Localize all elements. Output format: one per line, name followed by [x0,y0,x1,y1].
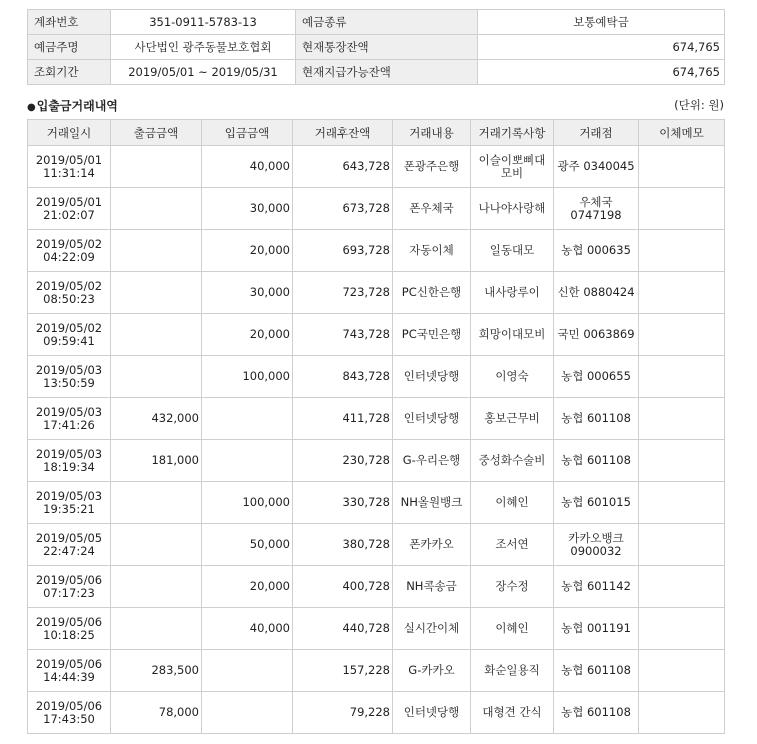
cell-date: 2019/05/06 [35,614,103,629]
cell-branch: 농협 601108 [554,440,639,482]
table-row [28,566,725,608]
account-info-row [28,60,725,85]
cell-content: G-우리은행 [393,440,471,482]
section-title-text: 입출금거래내역 [36,99,118,113]
cell-branch: 농협 601108 [554,650,639,692]
cell-memo [639,356,725,398]
table-row [28,692,725,734]
cell-record: 조서연 [471,524,554,566]
current-balance-value: 674,765 [478,35,725,60]
cell-branch: 농협 601015 [554,482,639,524]
cell-withdrawal [111,482,202,524]
cell-record: 화순일용직 [471,650,554,692]
cell-record: 이혜인 [471,482,554,524]
cell-branch: 국민 0063869 [554,314,639,356]
cell-content: 인터넷당행 [393,356,471,398]
period-value: 2019/05/01 ~ 2019/05/31 [111,60,296,85]
cell-balance: 330,728 [293,482,393,524]
cell-time: 11:31:14 [43,165,95,180]
cell-balance: 673,728 [293,188,393,230]
cell-memo [639,482,725,524]
cell-datetime [28,440,111,482]
cell-datetime [28,482,111,524]
cell-record: 대형견 간식 [471,692,554,734]
bullet-icon: ● [27,102,36,113]
cell-content: NH콕송금 [393,566,471,608]
cell-balance: 79,228 [293,692,393,734]
table-row [28,482,725,524]
cell-branch: 농협 601108 [554,398,639,440]
account-number-label: 계좌번호 [28,10,111,35]
table-row [28,650,725,692]
available-balance-label: 현재지급가능잔액 [296,60,478,85]
cell-datetime [28,146,111,188]
cell-record: 중성화수술비 [471,440,554,482]
period-label: 조회기간 [28,60,111,85]
column-header-branch: 거래점 [554,120,639,146]
cell-datetime [28,566,111,608]
cell-datetime [28,356,111,398]
available-balance-value: 674,765 [478,60,725,85]
cell-withdrawal [111,314,202,356]
cell-record: 내사랑루이 [471,272,554,314]
cell-datetime [28,188,111,230]
table-row [28,230,725,272]
owner-value: 사단법인 광주동물보호협회 [111,35,296,60]
cell-deposit: 20,000 [202,566,293,608]
cell-date: 2019/05/01 [35,194,103,209]
column-header-withdrawal: 출금금액 [111,120,202,146]
transactions-table [27,119,725,734]
cell-time: 19:35:21 [43,501,95,516]
cell-memo [639,608,725,650]
cell-deposit: 20,000 [202,230,293,272]
cell-datetime [28,524,111,566]
cell-withdrawal: 283,500 [111,650,202,692]
cell-date: 2019/05/03 [35,488,103,503]
cell-deposit: 50,000 [202,524,293,566]
cell-balance: 643,728 [293,146,393,188]
column-header-memo: 이체메모 [639,120,725,146]
cell-branch: 농협 001191 [554,608,639,650]
cell-balance: 723,728 [293,272,393,314]
cell-time: 08:50:23 [43,291,95,306]
account-info-table [27,9,725,85]
cell-memo [639,692,725,734]
cell-withdrawal [111,524,202,566]
cell-withdrawal [111,272,202,314]
cell-time: 09:59:41 [43,333,95,348]
table-row [28,272,725,314]
cell-content: PC신한은행 [393,272,471,314]
cell-balance: 411,728 [293,398,393,440]
account-info-row [28,35,725,60]
transactions-body [28,146,725,734]
cell-date: 2019/05/06 [35,698,103,713]
cell-datetime [28,692,111,734]
cell-memo [639,146,725,188]
cell-datetime [28,650,111,692]
cell-time: 13:50:59 [43,375,95,390]
cell-branch: 농협 000635 [554,230,639,272]
cell-memo [639,398,725,440]
cell-branch: 신한 0880424 [554,272,639,314]
cell-time: 22:47:24 [43,543,95,558]
cell-branch: 농협 000655 [554,356,639,398]
cell-time: 07:17:23 [43,585,95,600]
cell-record: 홍보근무비 [471,398,554,440]
cell-memo [639,314,725,356]
cell-memo [639,650,725,692]
cell-branch: 광주 0340045 [554,146,639,188]
cell-branch: 카카오뱅크 0900032 [554,524,639,566]
cell-withdrawal [111,146,202,188]
cell-memo [639,272,725,314]
cell-date: 2019/05/03 [35,362,103,377]
cell-withdrawal [111,608,202,650]
cell-deposit [202,650,293,692]
cell-content: 폰카카오 [393,524,471,566]
cell-deposit: 100,000 [202,482,293,524]
cell-datetime [28,608,111,650]
table-header-row [28,120,725,146]
cell-date: 2019/05/03 [35,446,103,461]
cell-memo [639,440,725,482]
owner-label: 예금주명 [28,35,111,60]
column-header-balance: 거래후잔액 [293,120,393,146]
cell-date: 2019/05/03 [35,404,103,419]
cell-deposit: 40,000 [202,608,293,650]
cell-date: 2019/05/02 [35,320,103,335]
cell-withdrawal: 432,000 [111,398,202,440]
cell-memo [639,188,725,230]
account-number-value: 351-0911-5783-13 [111,10,296,35]
table-row [28,146,725,188]
cell-balance: 743,728 [293,314,393,356]
cell-deposit: 40,000 [202,146,293,188]
cell-balance: 400,728 [293,566,393,608]
cell-time: 21:02:07 [43,207,95,222]
cell-content: 자동이체 [393,230,471,272]
deposit-type-label: 예금종류 [296,10,478,35]
cell-time: 14:44:39 [43,669,95,684]
cell-deposit: 20,000 [202,314,293,356]
table-row [28,188,725,230]
cell-date: 2019/05/05 [35,530,103,545]
cell-deposit: 30,000 [202,188,293,230]
cell-time: 18:19:34 [43,459,95,474]
cell-balance: 440,728 [293,608,393,650]
account-info-row [28,10,725,35]
cell-date: 2019/05/02 [35,278,103,293]
cell-withdrawal: 181,000 [111,440,202,482]
cell-date: 2019/05/01 [35,152,103,167]
cell-record: 일동대모 [471,230,554,272]
table-row [28,314,725,356]
current-balance-label: 현재통장잔액 [296,35,478,60]
cell-withdrawal [111,356,202,398]
column-header-content: 거래내용 [393,120,471,146]
cell-content: 폰광주은행 [393,146,471,188]
table-row [28,440,725,482]
cell-deposit [202,398,293,440]
cell-memo [639,230,725,272]
cell-balance: 230,728 [293,440,393,482]
cell-balance: 380,728 [293,524,393,566]
table-row [28,356,725,398]
column-header-datetime: 거래일시 [28,120,111,146]
cell-content: 인터넷당행 [393,692,471,734]
cell-content: 실시간이체 [393,608,471,650]
cell-deposit: 100,000 [202,356,293,398]
section-title [27,97,118,114]
deposit-type-value: 보통예탁금 [478,10,725,35]
cell-withdrawal [111,566,202,608]
cell-datetime [28,398,111,440]
cell-branch: 우체국 0747198 [554,188,639,230]
cell-memo [639,566,725,608]
cell-record: 희망이대모비 [471,314,554,356]
cell-content: 인터넷당행 [393,398,471,440]
cell-deposit [202,692,293,734]
cell-record: 이슬이뽀삐대모비 [471,146,554,188]
cell-balance: 693,728 [293,230,393,272]
cell-date: 2019/05/06 [35,656,103,671]
cell-deposit: 30,000 [202,272,293,314]
cell-memo [639,524,725,566]
cell-time: 04:22:09 [43,249,95,264]
cell-content: NH올원뱅크 [393,482,471,524]
cell-datetime [28,230,111,272]
cell-datetime [28,314,111,356]
cell-withdrawal: 78,000 [111,692,202,734]
column-header-record: 거래기록사항 [471,120,554,146]
cell-date: 2019/05/06 [35,572,103,587]
cell-branch: 농협 601142 [554,566,639,608]
table-row [28,398,725,440]
cell-branch: 농협 601108 [554,692,639,734]
cell-time: 17:43:50 [43,711,95,726]
cell-record: 나나야사랑해 [471,188,554,230]
cell-balance: 157,228 [293,650,393,692]
cell-datetime [28,272,111,314]
cell-date: 2019/05/02 [35,236,103,251]
cell-record: 이영숙 [471,356,554,398]
cell-deposit [202,440,293,482]
column-header-deposit: 입금금액 [202,120,293,146]
cell-record: 장수정 [471,566,554,608]
cell-content: 폰우체국 [393,188,471,230]
cell-content: PC국민은행 [393,314,471,356]
unit-note: (단위: 원) [674,98,724,112]
table-row [28,524,725,566]
cell-time: 10:18:25 [43,627,95,642]
cell-withdrawal [111,188,202,230]
table-row [28,608,725,650]
cell-content: G-카카오 [393,650,471,692]
cell-record: 이혜인 [471,608,554,650]
cell-withdrawal [111,230,202,272]
cell-time: 17:41:26 [43,417,95,432]
cell-balance: 843,728 [293,356,393,398]
